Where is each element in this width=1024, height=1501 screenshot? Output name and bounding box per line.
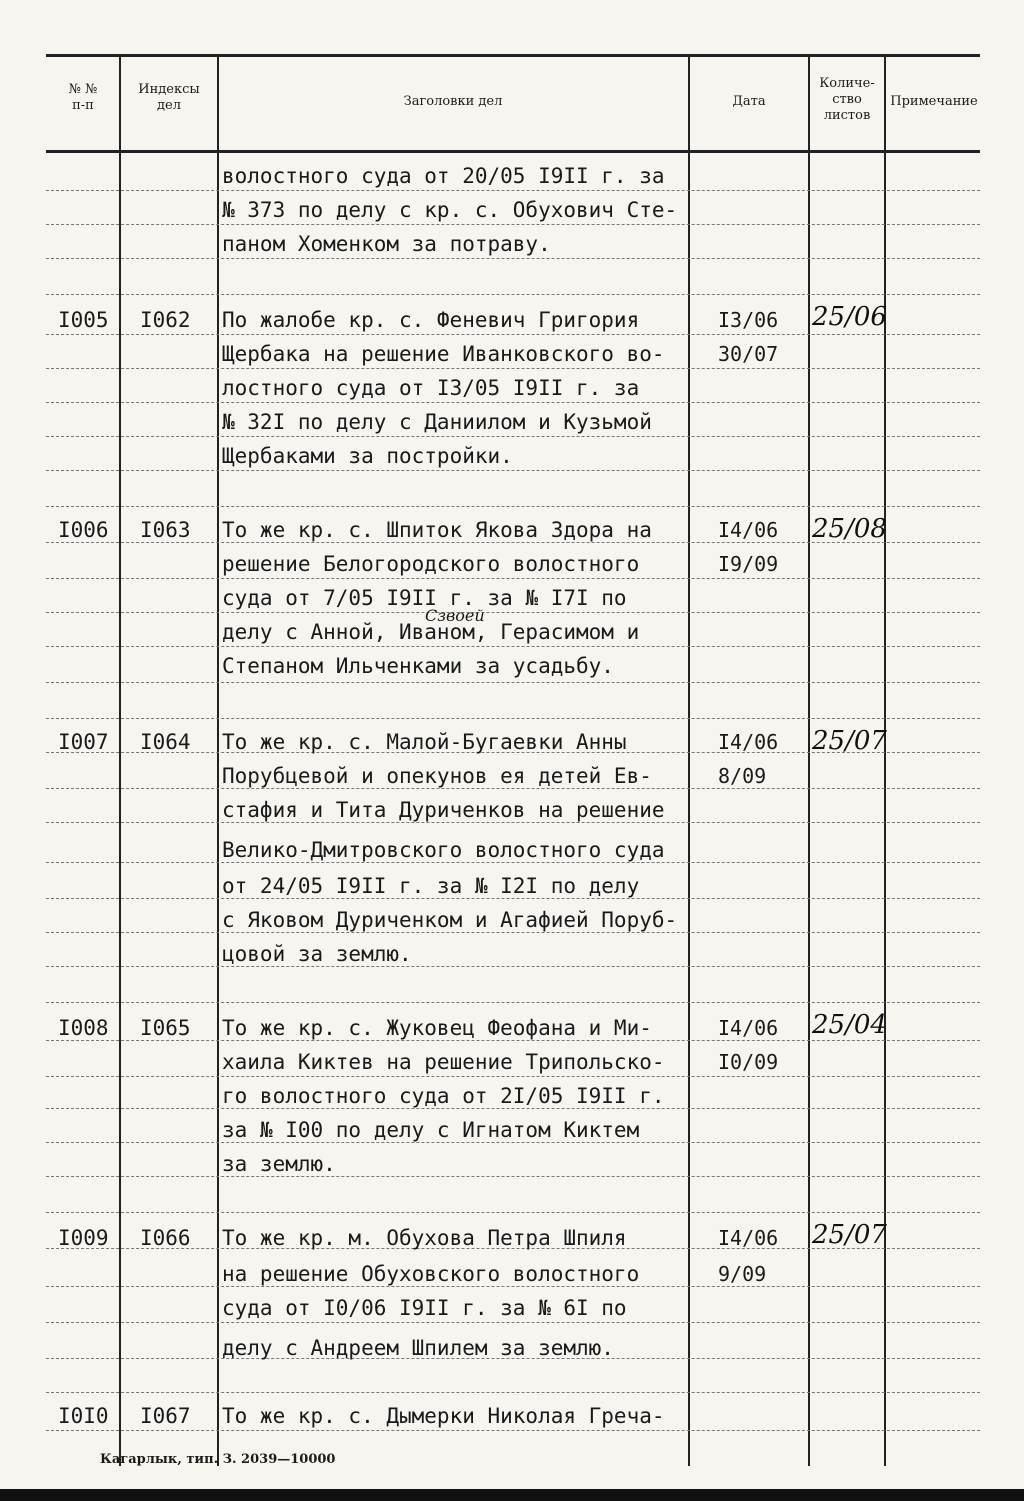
entry-number: I007 — [58, 730, 109, 754]
header-sheets: Количе- ство листов — [819, 76, 875, 123]
col-divider — [217, 56, 219, 1466]
entry-text-line: То же кр. с. Малой-Бугаевки Анны — [222, 730, 627, 754]
handwritten-insert: Сзвоей — [425, 606, 485, 625]
entry-text-line: от 24/05 I9II г. за № I2I по делу — [222, 874, 640, 898]
ruled-line — [46, 402, 980, 404]
ruled-line — [46, 294, 980, 296]
entry-text-line: Порубцевой и опекунов ея детей Ев- — [222, 764, 652, 788]
ruled-line — [46, 1212, 980, 1214]
ruled-line — [46, 1040, 980, 1042]
entry-date: 9/09 — [718, 1262, 767, 1286]
entry-index: I064 — [140, 730, 191, 754]
entry-index: I066 — [140, 1226, 191, 1250]
ruled-line — [46, 1392, 980, 1394]
col-divider — [808, 56, 810, 1466]
entry-text-line: хаила Киктев на решение Трипольско- — [222, 1050, 665, 1074]
col-divider — [119, 56, 121, 1466]
entry-number: I0I0 — [58, 1404, 109, 1428]
entry-sheets: 25/06 — [812, 302, 887, 332]
entry-sheets: 25/07 — [812, 726, 887, 756]
ruled-line — [46, 368, 980, 370]
ruled-line — [46, 966, 980, 968]
scan-edge — [0, 1489, 1024, 1501]
entry-date: I9/09 — [718, 552, 779, 576]
entry-text-line: То же кр. с. Шпиток Якова Здора на — [222, 518, 652, 542]
entry-index: I063 — [140, 518, 191, 542]
ruled-line — [46, 1002, 980, 1004]
top-rule — [46, 54, 980, 57]
ruled-line — [46, 1142, 980, 1144]
ruled-line — [46, 898, 980, 900]
entry-text-line: То же кр. с. Жуковец Феофана и Ми- — [222, 1016, 652, 1040]
entry-index: I065 — [140, 1016, 191, 1040]
header-rule — [46, 150, 980, 153]
entry-index: I062 — [140, 308, 191, 332]
header-date: Дата — [732, 94, 766, 109]
entry-text-line: Щербака на решение Иванковского во- — [222, 342, 665, 366]
ruled-line — [46, 224, 980, 226]
entry-text-line: делу с Андреем Шпилем за землю. — [222, 1336, 614, 1360]
ruled-line — [46, 436, 980, 438]
entry-text-line: № 373 по делу с кр. с. Обухович Сте- — [222, 198, 678, 222]
entry-date: I4/06 — [718, 518, 779, 542]
ruled-line — [46, 862, 980, 864]
ruled-line — [46, 932, 980, 934]
ruled-line — [46, 822, 980, 824]
ruled-line — [46, 578, 980, 580]
ruled-line — [46, 718, 980, 720]
ruled-line — [46, 612, 980, 614]
entry-number: I005 — [58, 308, 109, 332]
ruled-line — [46, 1108, 980, 1110]
ruled-line — [46, 334, 980, 336]
entry-text-line: делу с Анной, Иваном, Герасимом и — [222, 620, 640, 644]
ruled-line — [46, 1076, 980, 1078]
ruled-line — [46, 788, 980, 790]
entry-text-line: го волостного суда от 2I/05 I9II г. — [222, 1084, 665, 1108]
entry-date: I4/06 — [718, 1226, 779, 1250]
ruled-line — [46, 646, 980, 648]
entry-date: I4/06 — [718, 730, 779, 754]
entry-text-line: за № I00 по делу с Игнатом Киктем — [222, 1118, 640, 1142]
entry-date: 30/07 — [718, 342, 779, 366]
entry-text-line: суда от I0/06 I9II г. за № 6I по — [222, 1296, 627, 1320]
ruled-line — [46, 470, 980, 472]
entry-text-line: То же кр. м. Обухова Петра Шпиля — [222, 1226, 627, 1250]
ruled-line — [46, 1286, 980, 1288]
ruled-line — [46, 506, 980, 508]
header-note: Примечание — [890, 94, 978, 109]
entry-sheets: 25/07 — [812, 1220, 887, 1250]
entry-text-line: стафия и Тита Дуриченков на решение — [222, 798, 665, 822]
ruled-line — [46, 1176, 980, 1178]
entry-text-line: решение Белогородского волостного — [222, 552, 640, 576]
entry-text-line: Степаном Ильченками за усадьбу. — [222, 654, 614, 678]
entry-text-line: лостного суда от I3/05 I9II г. за — [222, 376, 640, 400]
entry-text-line: Велико-Дмитровского волостного суда — [222, 838, 665, 862]
entry-text-line: за землю. — [222, 1152, 336, 1176]
entry-text-line: на решение Обуховского волостного — [222, 1262, 640, 1286]
entry-text-line: № 32I по делу с Даниилом и Кузьмой — [222, 410, 652, 434]
entry-date: I0/09 — [718, 1050, 779, 1074]
ruled-line — [46, 258, 980, 260]
ruled-line — [46, 1430, 980, 1432]
entry-text-line: с Яковом Дуриченком и Агафией Поруб- — [222, 908, 678, 932]
entry-date: I4/06 — [718, 1016, 779, 1040]
ruled-line — [46, 1322, 980, 1324]
col-divider — [688, 56, 690, 1466]
printer-footer: Кагарлык, тип. З. 2039—10000 — [100, 1452, 336, 1467]
entry-text-line: По жалобе кр. с. Феневич Григория — [222, 308, 640, 332]
entry-date: 8/09 — [718, 764, 767, 788]
entry-index: I067 — [140, 1404, 191, 1428]
entry-text-line: цовой за землю. — [222, 942, 412, 966]
entry-number: I008 — [58, 1016, 109, 1040]
entry-text-line: То же кр. с. Дымерки Николая Греча- — [222, 1404, 665, 1428]
entry-sheets: 25/08 — [812, 514, 887, 544]
entry-text-line: паном Хоменком за потраву. — [222, 232, 551, 256]
header-index: Индексы дел — [138, 82, 200, 113]
entry-text-line: волостного суда от 20/05 I9II г. за — [222, 164, 665, 188]
entry-number: I006 — [58, 518, 109, 542]
entry-text-line: Щербаками за постройки. — [222, 444, 513, 468]
entry-number: I009 — [58, 1226, 109, 1250]
entry-text-line: суда от 7/05 I9II г. за № I7I по — [222, 586, 627, 610]
header-num: № № п-п — [68, 82, 98, 113]
col-divider — [884, 56, 886, 1466]
ruled-line — [46, 190, 980, 192]
entry-sheets: 25/04 — [812, 1010, 887, 1040]
header-title: Заголовки дел — [403, 94, 503, 109]
ruled-line — [46, 682, 980, 684]
entry-date: I3/06 — [718, 308, 779, 332]
